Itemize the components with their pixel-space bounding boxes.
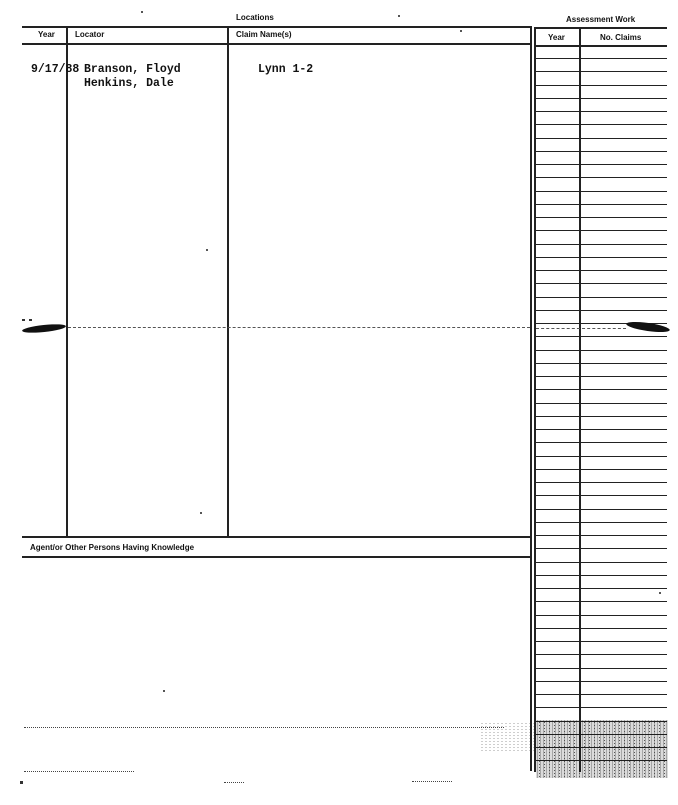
assessment-header-bottom-rule	[534, 45, 667, 47]
scan-speck	[460, 30, 462, 32]
assessment-row-rule	[534, 403, 667, 404]
assessment-row-rule	[534, 535, 667, 536]
year-locator-divider	[66, 26, 68, 536]
assessment-row-rule	[534, 217, 667, 218]
scan-speck	[22, 319, 25, 321]
assessment-row-rule	[534, 416, 667, 417]
assessment-row-rule	[534, 58, 667, 59]
agent-section-rule	[22, 556, 530, 558]
scan-noise-left	[480, 722, 534, 752]
assessment-row-rule	[534, 363, 667, 364]
assessment-row-rule	[534, 389, 667, 390]
assessment-row-rule	[534, 495, 667, 496]
assessment-row-rule	[534, 654, 667, 655]
assessment-row-rule	[534, 124, 667, 125]
claim-names-column-header: Claim Name(s)	[236, 30, 292, 39]
assessment-row-rule	[534, 111, 667, 112]
assessment-row-rule	[534, 694, 667, 695]
assessment-header-top-rule	[534, 27, 667, 29]
assessment-row-rule	[534, 177, 667, 178]
assessment-row-rule	[534, 310, 667, 311]
assessment-row-rule	[534, 283, 667, 284]
fold-dashed-line-right	[536, 328, 626, 329]
assessment-row-rule	[534, 575, 667, 576]
agent-section-header: Agent/or Other Persons Having Knowledge	[30, 543, 195, 552]
assessment-row-rule	[534, 509, 667, 510]
assessment-row-rule	[534, 641, 667, 642]
assessment-row-rule	[534, 151, 667, 152]
assessment-row-rule	[534, 469, 667, 470]
assessment-row-rule	[534, 376, 667, 377]
locations-header: Locations	[236, 13, 274, 22]
scan-speck	[29, 319, 32, 321]
entry-year: 9/17/88	[31, 63, 80, 76]
assessment-row-rule	[534, 601, 667, 602]
assessment-row-rule	[534, 230, 667, 231]
assessment-row-rule	[534, 588, 667, 589]
assessment-row-rule	[534, 71, 667, 72]
assessment-row-rule	[534, 257, 667, 258]
assessment-row-rule	[534, 204, 667, 205]
assessment-row-rule	[534, 138, 667, 139]
scan-speck	[163, 690, 165, 692]
year-column-header: Year	[38, 30, 55, 39]
scan-speck	[206, 249, 208, 251]
scan-speck	[141, 11, 143, 13]
assessment-row-rule	[534, 244, 667, 245]
assessment-row-rule	[534, 98, 667, 99]
assessment-row-rule	[534, 482, 667, 483]
assessment-row-rule	[534, 350, 667, 351]
locator-claim-divider	[227, 26, 229, 536]
assessment-row-rule	[534, 707, 667, 708]
header-bottom-rule	[22, 43, 530, 45]
scan-speck	[398, 15, 400, 17]
assessment-row-rule	[534, 442, 667, 443]
assessment-row-rule	[534, 628, 667, 629]
assessment-row-rule	[534, 548, 667, 549]
claims-assessment-divider	[530, 26, 532, 771]
assessment-row-rule	[534, 297, 667, 298]
bottom-dotted-line-3	[224, 782, 244, 783]
assessment-work-header: Assessment Work	[566, 15, 636, 24]
assessment-row-rule	[534, 681, 667, 682]
assessment-row-rule	[534, 615, 667, 616]
fold-dashed-line	[68, 327, 530, 328]
assessment-row-rule	[534, 522, 667, 523]
assessment-row-rule	[534, 562, 667, 563]
scan-speck	[20, 781, 23, 784]
assessment-row-rule	[534, 668, 667, 669]
bottom-dotted-line	[24, 727, 504, 728]
scan-noise-block	[536, 720, 668, 778]
bottom-dotted-line-2	[24, 771, 134, 772]
assessment-year-column-header: Year	[548, 33, 565, 42]
locations-section-bottom-rule	[22, 536, 530, 538]
assessment-row-rule	[534, 85, 667, 86]
entry-locator-2: Henkins, Dale	[84, 77, 174, 90]
scan-speck	[659, 592, 661, 594]
locator-column-header: Locator	[75, 30, 105, 39]
assessment-row-rule	[534, 336, 667, 337]
no-claims-column-header: No. Claims	[600, 33, 642, 42]
scan-speck	[200, 512, 202, 514]
entry-locator-1: Branson, Floyd	[84, 63, 181, 76]
assessment-row-rule	[534, 191, 667, 192]
assessment-row-rule	[534, 270, 667, 271]
assessment-row-rule	[534, 164, 667, 165]
assessment-row-rule	[534, 456, 667, 457]
bottom-dotted-line-4	[412, 781, 452, 782]
header-top-rule	[22, 26, 530, 28]
assessment-row-rule	[534, 429, 667, 430]
fold-mark-left	[22, 323, 66, 335]
entry-claim-name: Lynn 1-2	[258, 63, 314, 76]
